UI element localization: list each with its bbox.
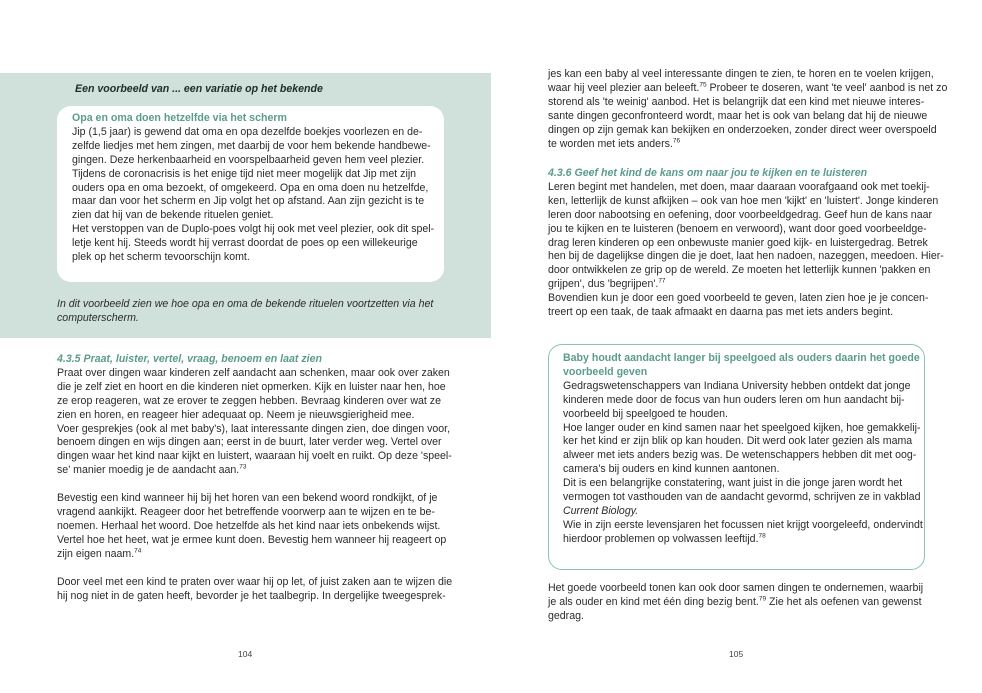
body-line: door ontwikkelen ze grip op de wereld. Ze moeten het letterlijk kunnen 'pakken en: [548, 264, 931, 277]
box-line: alweer met iets anders bezig was. De wetenschappers hebben dit met oog-: [563, 449, 917, 462]
body-line: [548, 138, 928, 152]
body-line: dingen op zijn gemak kan bekijken en onderzoeken, zonder direct weer overspoeld: [548, 123, 937, 136]
footnote-ref: 75: [699, 81, 707, 89]
body-line: [548, 278, 928, 292]
card-title: Opa en oma doen hetzelfde via het scherm: [72, 112, 287, 124]
body-line: [57, 548, 437, 562]
example-panel: [0, 73, 491, 338]
body-text: grijpen', dus 'begrijpen'.: [548, 278, 659, 291]
body-text: je als ouder en kind met één ding bezig bent.: [548, 595, 759, 608]
box-line: vermogen tot vasthouden van de aandacht gevormd, schrijven ze in vakblad: [563, 491, 921, 504]
card-line: gingen. Deze herkenbaarheid en voorspelbaarheid geven hem veel plezier.: [72, 153, 425, 166]
box-line: Dit is een belangrijke constatering, want juist in die jonge jaren wordt het: [563, 477, 903, 490]
box-line: camera's bij ouders en kind kunnen aantonen.: [563, 463, 780, 476]
box-title: voorbeeld geven: [563, 365, 648, 378]
footnote-ref: 79: [758, 595, 767, 603]
body-text: se' manier moedig je de aandacht aan.: [57, 464, 240, 477]
body-line: Het goede voorbeeld tonen kan ook door samen dingen te ondernemen, waarbij: [548, 582, 924, 594]
footnote-ref: 74: [134, 547, 142, 555]
body-line: gedrag.: [548, 609, 584, 622]
card-line: plek op het scherm tevoorschijn komt.: [72, 251, 250, 264]
box-title: Baby houdt aandacht langer bij speelgoed als ouders daarin het goede: [563, 352, 920, 364]
box-line: voorbeeld bij speelgoed te houden.: [563, 407, 728, 420]
card-line: ouders opa en oma bezoekt, of omgekeerd. Opa en oma doen nu hetzelfde,: [72, 181, 429, 194]
page-number: 105: [729, 649, 744, 659]
left-body-text: [57, 353, 453, 604]
body-line: Bevestig een kind wanneer hij bij het horen van een bekend woord rondkijkt, of je: [57, 492, 438, 505]
panel-note-line: In dit voorbeeld zien we hoe opa en oma de bekende rituelen voortzetten via het: [57, 298, 434, 310]
body-line: zien en horen, en reageer hier adequaat op. Neem je nieuwsgierigheid mee.: [57, 408, 415, 421]
body-line: jou te kijken en te luisteren (benoem en verwoord), want door goed voorbeeldge-: [548, 222, 927, 235]
box-line: Gedragswetenschappers van Indiana University hebben ontdekt dat jonge: [563, 379, 911, 392]
body-line: hij nog niet in de gaten heeft, bevorder je het taalbegrip. In dergelijke tweegesprek-: [57, 589, 446, 602]
panel-note: [57, 298, 457, 326]
body-line: sante dingen geconfronteerd wordt, maar het is ook van belang dat hij de nieuwe: [548, 109, 928, 122]
box-line: [563, 533, 914, 547]
card-line: maar dan voor het scherm en Jip volgt het op afstand. Aan zijn gezicht is te: [72, 195, 425, 208]
body-line: drag leren kinderen op een onbewuste manier goed kijk- en luistergedrag. Betrek: [548, 236, 928, 249]
section-heading: 4.3.6 Geef het kind de kans om naar jou te kijken en te luisteren: [548, 167, 868, 179]
body-line: vragend aankijkt. Reageer door het betreffende voorwerp aan te wijzen en te be-: [57, 506, 435, 519]
panel-heading: Een voorbeeld van ... een variatie op het bekende: [75, 83, 323, 95]
card-line: Tijdens de coronacrisis is het enige tijd niet meer mogelijk dat Jip met zijn: [72, 167, 417, 180]
body-text: Probeer te doseren, want 'te veel' aanbod is net zo: [706, 81, 948, 94]
right-page: [491, 0, 982, 693]
page-number: 104: [238, 649, 253, 659]
section-heading: 4.3.5 Praat, luister, vertel, vraag, benoem en laat zien: [57, 353, 322, 365]
right-section-text: [548, 167, 944, 320]
body-line: leren door nabootsing en oefening, door voorbeeldgedrag. Geef hun de kans naar: [548, 208, 933, 221]
journal-name: Current Biology.: [563, 504, 639, 517]
research-box: [548, 344, 925, 570]
body-line: Leren begint met handelen, met doen, maar daaraan voorafgaand ook met toekij-: [548, 180, 930, 193]
body-line: [548, 81, 948, 96]
body-text: waar hij veel plezier aan beleeft.: [548, 81, 700, 94]
body-line: dingen waar het kind naar kijkt en luistert, waaraan hij voelt en ruikt. Op deze 'speel-: [57, 450, 452, 463]
right-bottom-text: [548, 582, 928, 624]
body-line: storend als 'te weinig' aanbod. Het is belangrijk dat een kind met nieuwe interes-: [548, 95, 925, 108]
box-line: ker het kind er zijn blik op kan houden. Dit werd ook later gezien als mama: [563, 435, 913, 448]
box-line: Hoe langer ouder en kind samen naar het speelgoed kijken, hoe gemakkelij-: [563, 421, 921, 434]
body-line: hen bij de dagelijkse dingen die je doet, laat hen nadoen, nazeggen, meedoen. Hier-: [548, 250, 944, 263]
body-text: zijn eigen naam.: [57, 547, 135, 560]
card-line: letje kent hij. Steeds wordt hij verrast doordat de poes op een willekeurige: [72, 237, 418, 250]
footnote-ref: 78: [758, 532, 766, 540]
body-line: jes kan een baby al veel interessante dingen te zien, te horen en te voelen krijgen,: [548, 68, 934, 80]
body-line: Vertel hoe het heet, wat je ermee kunt doen. Bevestig hem wanneer hij reageert op: [57, 533, 447, 546]
panel-note-line: computerscherm.: [57, 311, 139, 324]
body-line: die je zelf ziet en hoort en die kinderen niet opmerken. Kijk en luister naar hen, hoe: [57, 380, 446, 393]
card-line: zien dat hij van de bekende rituelen geniet.: [72, 209, 274, 222]
box-text: hierdoor problemen op volwassen leeftijd.: [563, 532, 759, 545]
body-line: benoem dingen en wijs dingen aan; eerst in de buurt, later verder weg. Vertel over: [57, 436, 442, 449]
box-line: kinderen mede door de focus van hun ouders leren om hun aandacht bij-: [563, 393, 905, 406]
card-line: Het verstoppen van de Duplo-poes volgt hij ook met veel plezier, ook dit spel-: [72, 223, 435, 236]
body-text: Zie het als oefenen van gewenst: [766, 595, 922, 608]
example-card: [57, 106, 444, 282]
footnote-ref: 73: [239, 463, 247, 471]
footnote-ref: 77: [658, 277, 666, 285]
right-top-text: [548, 68, 948, 151]
body-line: ken, letterlijk de kunst afkijken – ook van hoe men 'kijkt' en 'luistert'. Jonge kinderen: [548, 194, 939, 207]
body-line: [548, 596, 928, 610]
box-line: Wie in zijn eerste levensjaren het focussen niet krijgt voorgeleefd, ondervindt: [563, 518, 923, 531]
footnote-ref: 76: [672, 137, 681, 144]
body-line: Door veel met een kind te praten over waar hij op let, of juist zaken aan te wijzen die: [57, 575, 453, 588]
body-line: Bovendien kun je door een goed voorbeeld te geven, laten zien hoe je je concen-: [548, 292, 929, 305]
body-line: [57, 464, 437, 478]
body-line: ze erop reageren, wat ze erover te zeggen hebben. Bevraag kinderen over wat ze: [57, 394, 441, 407]
card-line: Jip (1,5 jaar) is gewend dat oma en opa dezelfde boekjes voorlezen en de-: [72, 125, 423, 138]
body-line: Praat over dingen waar kinderen zelf aandacht aan schenken, maar ook over zaken: [57, 366, 450, 379]
card-line: zelfde liedjes met hem zingen, met daarbij de voor hem bekende handbewe-: [72, 139, 431, 152]
body-line: Voer gesprekjes (ook al met baby's), laat interessante dingen zien, doe dingen voor,: [57, 422, 451, 435]
body-line: treert op een taak, de taak afmaakt en daarna pas met iets anders begint.: [548, 306, 894, 319]
body-text: te worden met iets anders.: [548, 137, 673, 150]
body-line: noemen. Herhaal het woord. Doe hetzelfde als het kind naar iets onbekends wijst.: [57, 519, 441, 532]
